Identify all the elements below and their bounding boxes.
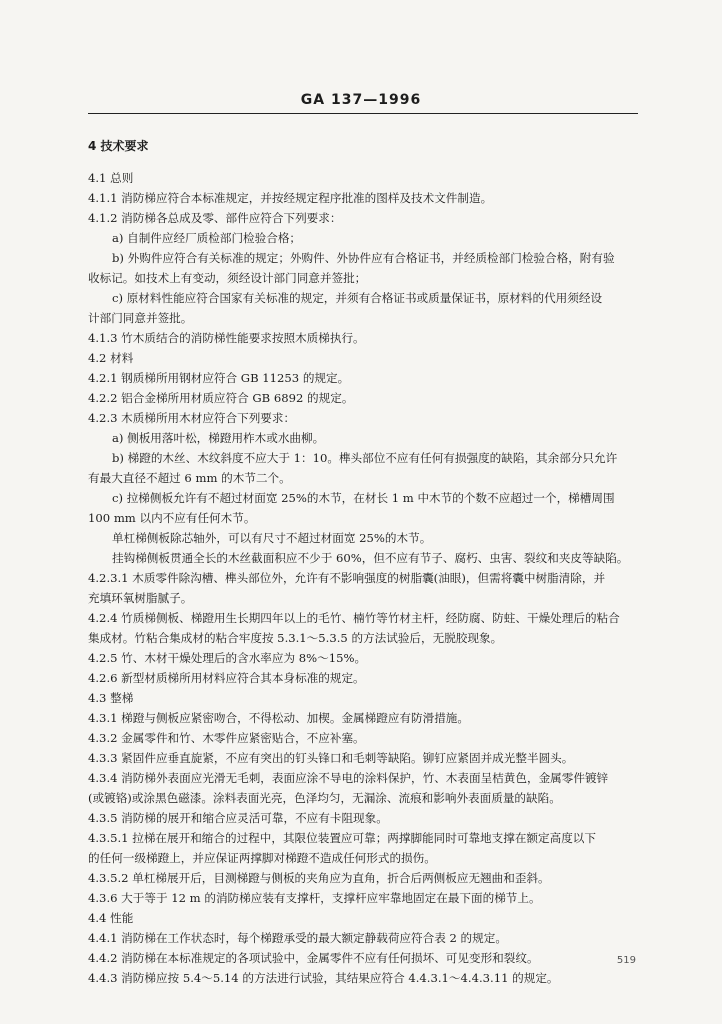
text-line: 4.3.5.2 单杠梯展开后，目测梯蹬与侧板的夹角应为直角，折合后两侧板应无翘曲和歪斜。 [88, 871, 550, 885]
body-text [88, 136, 648, 988]
text-line: 4.4.2 消防梯在本标准规定的各项试验中，金属零件不应有任何损坏、可见变形和裂纹。 [88, 951, 539, 965]
text-line: 充填环氧树脂腻子。 [88, 591, 193, 605]
text-line: 4.3.5.1 拉梯在展开和缩合的过程中，其限位装置应可靠；两撑脚能同时可靠地支撑在额定高度以下 [88, 831, 596, 845]
text-line: 有最大直径不超过 6 mm 的木节二个。 [88, 471, 291, 485]
text-line: a) 自制件应经厂质检部门检验合格； [112, 231, 302, 245]
text-line: 4.2.5 竹、木材干燥处理后的含水率应为 8%～15%。 [88, 651, 367, 665]
text-line: 4.3 整梯 [88, 691, 134, 705]
text-line: 计部门同意并签批。 [88, 311, 193, 325]
text-line: 4.1.2 消防梯各总成及零、部件应符合下列要求： [88, 211, 342, 225]
text-line: c) 拉梯侧板允许有不超过材面宽 25%的木节，在材长 1 m 中木节的个数不应超过一个，梯槽周围 [112, 491, 615, 505]
text-line: 收标记。如技术上有变动，须经设计部门同意并签批； [88, 271, 367, 285]
text-line: 4.3.5 消防梯的展开和缩合应灵活可靠，不应有卡阻现象。 [88, 811, 388, 825]
text-line: 4.4.3 消防梯应按 5.4～5.14 的方法进行试验，其结果应符合 4.4.3.1～4.4.3.11 的规定。 [88, 971, 559, 985]
text-line: 的任何一级梯蹬上，并应保证两撑脚对梯蹬不造成任何形式的损伤。 [88, 851, 436, 865]
text-line: 4.1.3 竹木质结合的消防梯性能要求按照木质梯执行。 [88, 331, 365, 345]
text-line: 4 技术要求 [88, 139, 149, 153]
standard-code-header: GA 137—1996 [300, 92, 422, 108]
text-line: 4.4.1 消防梯在工作状态时，每个梯蹬承受的最大额定静载荷应符合表 2 的规定。 [88, 931, 507, 945]
text-line: 4.3.6 大于等于 12 m 的消防梯应装有支撑杆，支撑杆应牢靠地固定在最下面的梯节上。 [88, 891, 541, 905]
text-line: 4.2.3 木质梯所用木材应符合下列要求： [88, 411, 296, 425]
text-line: 4.1.1 消防梯应符合本标准规定，并按经规定程序批准的图样及技术文件制造。 [88, 191, 493, 205]
text-line: 4.2.3.1 木质零件除沟槽、榫头部位外，允许有不影响强度的树脂囊(油眼)，但需将囊中树脂清除，并 [88, 571, 606, 585]
text-line: 挂钩梯侧板贯通全长的木丝截面积应不少于 60%，但不应有节子、腐朽、虫害、裂纹和夹皮等缺陷。 [112, 551, 629, 565]
text-line: 4.2.2 铝合金梯所用材质应符合 GB 6892 的规定。 [88, 391, 354, 405]
text-line: 单杠梯侧板除芯轴外，可以有尺寸不超过材面宽 25%的木节。 [112, 531, 432, 545]
text-line: a) 侧板用落叶松，梯蹬用柞木或水曲柳。 [112, 431, 325, 445]
text-line: 4.2 材料 [88, 351, 134, 365]
page-number: 519 [616, 955, 636, 966]
text-line: c) 原材料性能应符合国家有关标准的规定，并须有合格证书或质量保证书，原材料的代用须经设 [112, 291, 603, 305]
text-line: 集成材。竹粘合集成材的粘合牢度按 5.3.1～5.3.5 的方法试验后，无脱胶现象。 [88, 631, 503, 645]
text-line: (或镀铬)或涂黑色磁漆。涂料表面光亮，色泽均匀，无漏涂、流痕和影响外表面质量的缺陷。 [88, 791, 561, 805]
text-line: 4.2.6 新型材质梯所用材料应符合其本身标准的规定。 [88, 671, 365, 685]
text-line: 4.3.3 紧固件应垂直旋紧，不应有突出的钉头锋口和毛刺等缺陷。铆钉应紧固并成光整半圆头。 [88, 751, 574, 765]
text-line: 4.3.1 梯蹬与侧板应紧密吻合，不得松动、加楔。金属梯蹬应有防滑措施。 [88, 711, 469, 725]
text-line: 4.4 性能 [88, 911, 134, 925]
text-line: 4.3.4 消防梯外表面应光滑无毛刺，表面应涂不导电的涂料保护，竹、木表面呈桔黄色，金属零件镀锌 [88, 771, 609, 785]
text-line: b) 外购件应符合有关标准的规定；外购件、外协件应有合格证书，并经质检部门检验合格，附有验 [112, 251, 615, 265]
text-line: 100 mm 以内不应有任何木节。 [88, 511, 256, 525]
text-line: 4.2.4 竹质梯侧板、梯蹬用生长期四年以上的毛竹、楠竹等竹材主杆，经防腐、防蛀、干燥处理后的粘合 [88, 611, 620, 625]
text-line: 4.1 总则 [88, 171, 134, 185]
text-line: 4.3.2 金属零件和竹、木零件应紧密贴合，不应补塞。 [88, 731, 365, 745]
header-rule [88, 113, 638, 114]
text-line: b) 梯蹬的木丝、木纹斜度不应大于 1：10。榫头部位不应有任何有损强度的缺陷，其余部分只允许 [112, 451, 618, 465]
text-line: 4.2.1 钢质梯所用钢材应符合 GB 11253 的规定。 [88, 371, 350, 385]
